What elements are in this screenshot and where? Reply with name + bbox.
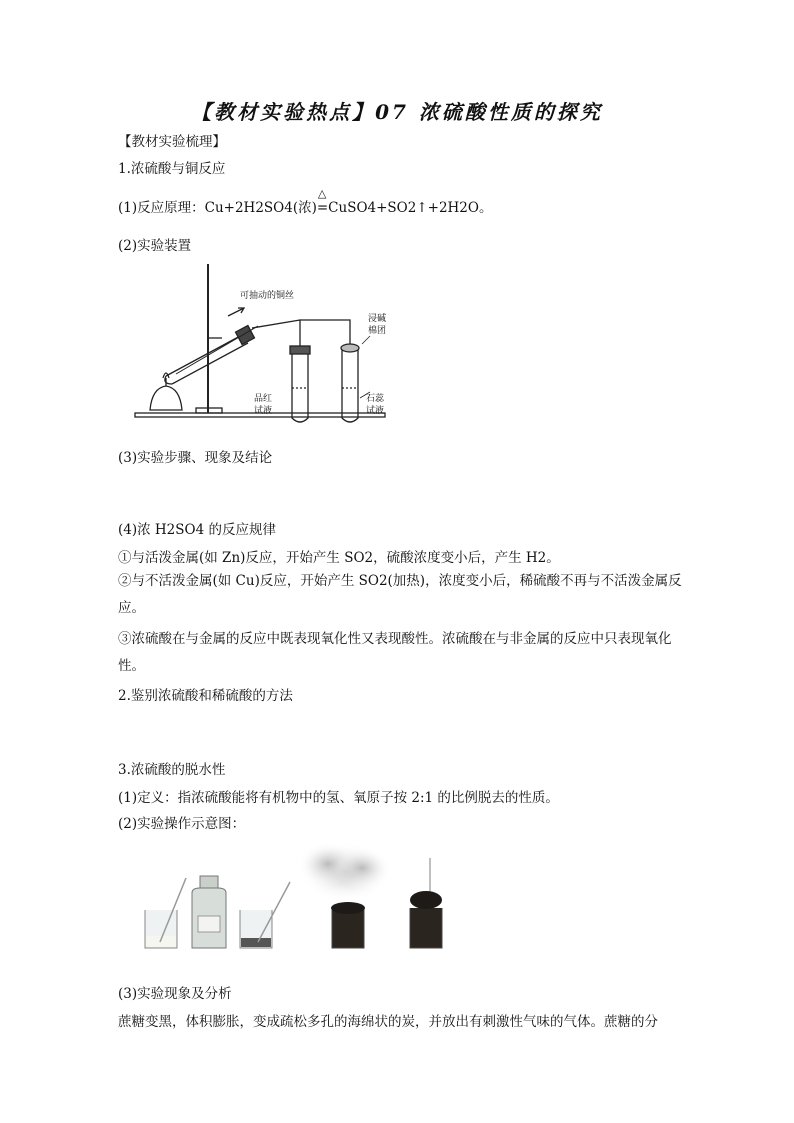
equals-sign: = xyxy=(316,200,329,216)
label-litmus-2: 试液 xyxy=(366,406,385,416)
beaker-smoking xyxy=(298,842,392,948)
rule-1: ①与活泼金属(如 Zn)反应，开始产生 SO2，硫酸浓度变小后，产生 H2。 xyxy=(118,550,560,566)
beaker-sugar xyxy=(145,878,186,948)
rule-2: ②与不活泼金属(如 Cu)反应，开始产生 SO2(加热)，浓度变小后，稀硫酸不再与不活泼金属反应。 xyxy=(118,573,682,616)
alcohol-lamp xyxy=(150,386,182,410)
heating-equals xyxy=(316,187,329,216)
phenomenon-heading: (3)实验现象及分析 xyxy=(118,986,232,1002)
beaker-carbon xyxy=(410,858,442,948)
tube-wall-top xyxy=(166,335,242,376)
operation-diagram-heading: (2)实验操作示意图： xyxy=(118,816,246,832)
sugar-dehydration-photos xyxy=(140,838,470,956)
reaction-left: (1)反应原理：Cu+2H2SO4(浓) xyxy=(118,200,317,216)
s3-heading: 3.浓硫酸的脱水性 xyxy=(118,762,226,778)
label-litmus-1: 石蕊 xyxy=(366,394,385,404)
copper-wire xyxy=(176,326,258,374)
rules-heading: (4)浓 H2SO4 的反应规律 xyxy=(118,522,276,538)
tube-wall-bottom xyxy=(172,343,248,384)
stopper-pinred xyxy=(290,346,310,354)
cotton-leader xyxy=(362,336,370,344)
steps-heading: (3)实验步骤、现象及结论 xyxy=(118,450,273,466)
rule-3: ③浓硫酸在与金属的反应中既表现氧化性又表现酸性。浓硫酸在与非金属的反应中只表现氧化性。 xyxy=(118,631,672,674)
label-pinred-1: 品红 xyxy=(254,394,273,404)
label-cotton-1: 浸碱 xyxy=(368,314,387,324)
dehydration-definition: (1)定义：指浓硫酸能将有机物中的氢、氧原子按 2:1 的比例脱去的性质。 xyxy=(118,790,559,806)
beaker-mixing xyxy=(240,882,290,948)
test-tube-litmus xyxy=(342,350,358,422)
phenomenon-text: 蔗糖变黑，体积膨胀，变成疏松多孔的海绵状的炭，并放出有刺激性气味的气体。蔗糖的分 xyxy=(118,1014,658,1030)
s1-heading: 1.浓硫酸与铜反应 xyxy=(118,161,226,177)
tube-stopper xyxy=(236,326,255,345)
label-pinred-2: 试液 xyxy=(254,406,273,416)
reaction-principle xyxy=(118,187,493,216)
copper-reaction-apparatus xyxy=(130,258,390,428)
alkali-cotton xyxy=(341,344,359,352)
heat-symbol: △ xyxy=(317,187,327,200)
label-cotton-2: 棉团 xyxy=(368,326,387,336)
acid-bottle xyxy=(192,876,226,948)
page-title: 【教材实验热点】07 浓硫酸性质的探究 xyxy=(191,100,603,124)
label-copper-wire: 可抽动的铜丝 xyxy=(240,291,295,301)
apparatus-heading: (2)实验装置 xyxy=(118,238,192,254)
reaction-right: CuSO4+SO2↑+2H2O。 xyxy=(328,200,493,216)
test-tube-pinred xyxy=(292,350,308,422)
section-header: 【教材实验梳理】 xyxy=(118,134,226,150)
s2-heading: 2.鉴别浓硫酸和稀硫酸的方法 xyxy=(118,688,293,704)
delivery-tube-1 xyxy=(252,320,300,348)
